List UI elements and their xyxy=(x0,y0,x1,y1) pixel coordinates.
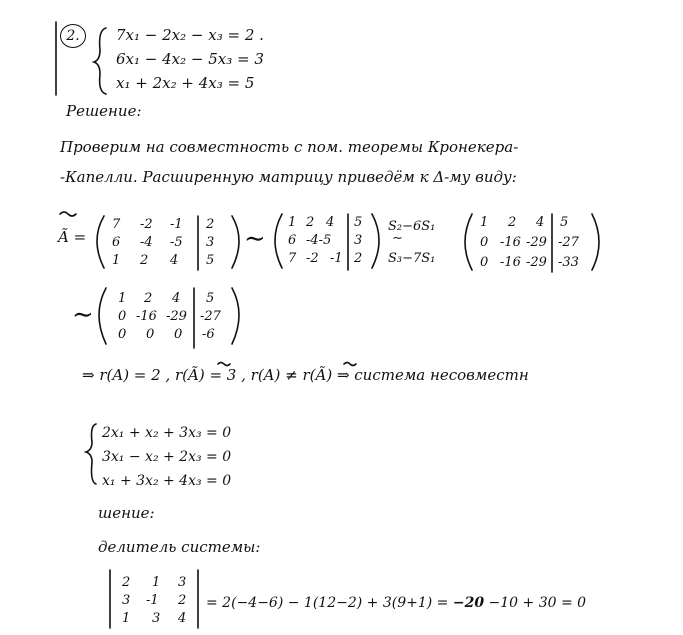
equation-2: 6x₁ − 4x₂ − 5x₃ = 3 xyxy=(116,50,264,68)
equation-3: x₁ + 2x₂ + 4x₃ = 5 xyxy=(116,74,255,92)
matrix-cell: -1 xyxy=(146,593,159,608)
matrix-cell: 3 xyxy=(178,575,187,590)
matrix-cell: -33 xyxy=(558,255,579,270)
matrix-cell: 3 xyxy=(122,593,131,608)
expansion-part-a: = 2(−4−6) − 1(12−2) + 3(9+1) = xyxy=(206,595,453,611)
rank-conclusion: ⇒ r(A) = 2 , r(Ã) = 3 , r(A) ≠ r(Ã) ⇒ система несовместн xyxy=(82,366,529,384)
matrix-cell: 2 xyxy=(306,215,315,230)
matrix-cell: -16 xyxy=(136,309,157,324)
equation-1: 7x₁ − 2x₂ − x₃ = 2 . xyxy=(116,26,264,44)
matrix-cell: -5 xyxy=(170,235,183,250)
matrix-cell: 4 xyxy=(536,215,545,230)
matrix-cell: 0 xyxy=(118,327,127,342)
matrix-cell: 2 xyxy=(354,251,363,266)
matrix-cell: 1 xyxy=(288,215,297,230)
matrix-cell: -6 xyxy=(202,327,215,342)
matrix-cell: 1 xyxy=(122,611,131,626)
expansion-part-b: −20 xyxy=(452,595,485,611)
problem-number: 2. xyxy=(60,24,86,48)
determinant-text: делитель системы: xyxy=(98,538,261,556)
matrix-cell: -27 xyxy=(200,309,221,324)
matrix-cell: 3 xyxy=(152,611,161,626)
matrix-cell: 1 xyxy=(118,291,127,306)
equivalence-tilde: ∼ xyxy=(244,224,266,254)
equivalence-tilde-2: ∼ xyxy=(72,300,94,330)
solution-text-line-1: Проверим на совместность с пом. теоремы Кронекера- xyxy=(60,138,519,156)
matrix-cell: 4 xyxy=(170,253,179,268)
matrix-cell: 7 xyxy=(112,217,121,232)
matrix-cell: 2 xyxy=(508,215,517,230)
matrix-cell: 6 xyxy=(112,235,121,250)
matrix-cell: -16 xyxy=(500,235,521,250)
matrix-cell: -2 xyxy=(140,217,153,232)
matrix-cell: 1 xyxy=(480,215,489,230)
row-operation-tilde: ∼ xyxy=(392,231,403,246)
system2-equation-1: 2x₁ + x₂ + 3x₃ = 0 xyxy=(102,425,232,441)
matrix-cell: 5 xyxy=(354,215,363,230)
matrix-cell: 7 xyxy=(288,251,297,266)
solution-text-line-2: -Капелли. Расширенную матрицу приведём к Δ-му виду: xyxy=(60,168,517,186)
matrix-cell: 5 xyxy=(206,291,215,306)
matrix-label: Ã = xyxy=(58,228,87,246)
matrix-cell: -29 xyxy=(166,309,187,324)
system2-equation-3: x₁ + 3x₂ + 4x₃ = 0 xyxy=(102,473,232,489)
matrix-cell: 4 xyxy=(326,215,335,230)
matrix-cell: 1 xyxy=(152,575,161,590)
matrix-cell: -1 xyxy=(170,217,183,232)
matrix-cell: 1 xyxy=(112,253,121,268)
matrix-cell: -29 xyxy=(526,255,547,270)
matrix-cell: -27 xyxy=(558,235,579,250)
determinant-expansion xyxy=(206,596,586,610)
matrix-cell: 0 xyxy=(146,327,155,342)
matrix-cell: -1 xyxy=(330,251,343,266)
matrix-cell: 0 xyxy=(174,327,183,342)
matrix-cell: 0 xyxy=(480,235,489,250)
matrix-cell: 5 xyxy=(206,253,215,268)
matrix-cell: -4-5 xyxy=(306,233,332,248)
matrix-cell: 6 xyxy=(288,233,297,248)
matrix-cell: 2 xyxy=(140,253,149,268)
expansion-part-c: −10 + 30 = 0 xyxy=(484,595,587,611)
row-operation-1: S₂−6S₁ xyxy=(388,219,436,234)
matrix-cell: 4 xyxy=(178,611,187,626)
row-operation-2: S₃−7S₁ xyxy=(388,251,436,266)
matrix-cell: -29 xyxy=(526,235,547,250)
matrix-cell: 4 xyxy=(172,291,181,306)
matrix-cell: -4 xyxy=(140,235,153,250)
matrix-cell: 2 xyxy=(206,217,215,232)
matrix-cell: 3 xyxy=(206,235,215,250)
matrix-cell: 5 xyxy=(560,215,569,230)
system2-equation-2: 3x₁ − x₂ + 2x₃ = 0 xyxy=(102,449,232,465)
matrix-cell: 2 xyxy=(122,575,131,590)
matrix-cell: 3 xyxy=(354,233,363,248)
solution-heading: Решение: xyxy=(66,102,142,120)
matrix-cell: 0 xyxy=(480,255,489,270)
matrix-cell: 2 xyxy=(178,593,187,608)
system2-heading: шение: xyxy=(98,504,155,522)
matrix-cell: -2 xyxy=(306,251,319,266)
matrix-cell: 2 xyxy=(144,291,153,306)
matrix-cell: 0 xyxy=(118,309,127,324)
matrix-cell: -16 xyxy=(500,255,521,270)
